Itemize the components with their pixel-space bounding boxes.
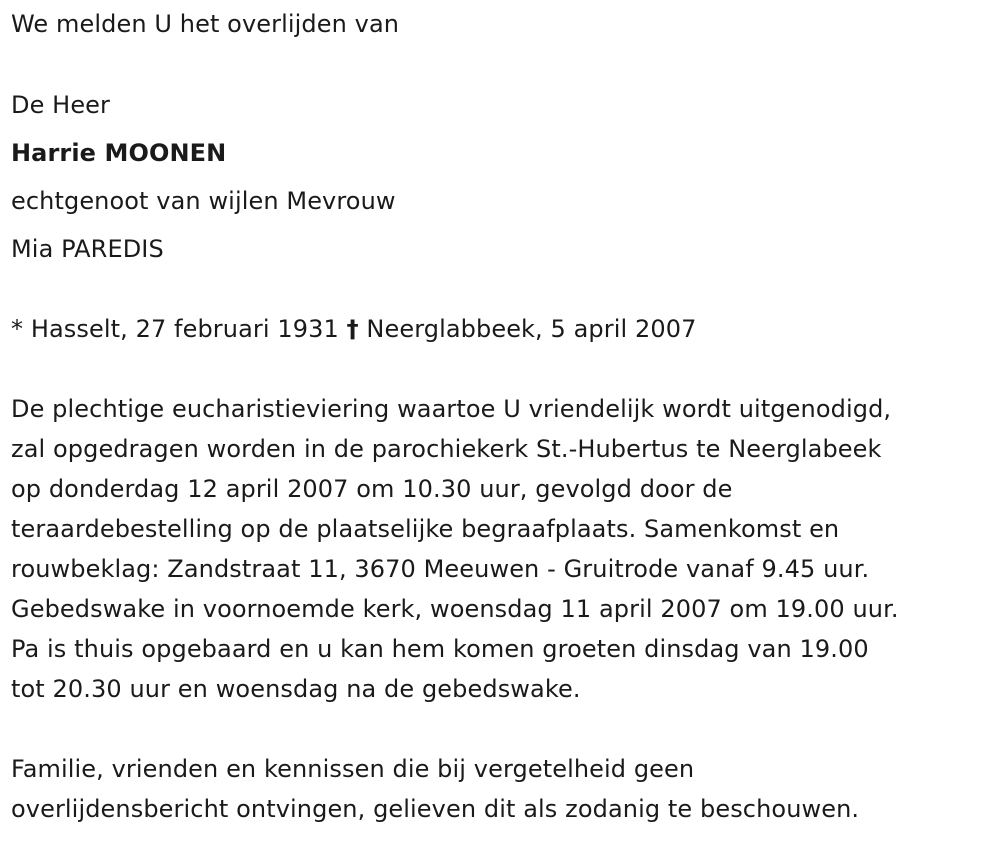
ceremony-line: tot 20.30 uur en woensdag na de gebedswake. <box>11 675 581 703</box>
spouse-relation: echtgenoot van wijlen Mevrouw <box>11 187 396 215</box>
ceremony-line: teraardebestelling op de plaatselijke begraafplaats. Samenkomst en <box>11 515 840 543</box>
deceased-name: Harrie MOONEN <box>11 139 227 167</box>
ceremony-line: rouwbeklag: Zandstraat 11, 3670 Meeuwen - Gruitrode vanaf 9.45 uur. <box>11 555 870 583</box>
life-dates <box>11 314 696 344</box>
intro-text: We melden U het overlijden van <box>11 10 400 38</box>
ceremony-line: zal opgedragen worden in de parochiekerk St.-Hubertus te Neerglabeek <box>11 435 882 463</box>
honorific: De Heer <box>11 91 111 119</box>
birth-info: * Hasselt, 27 februari 1931 <box>11 315 339 343</box>
closing-line: overlijdensbericht ontvingen, gelieven dit als zodanig te beschouwen. <box>11 795 860 823</box>
spouse-name: Mia PAREDIS <box>11 235 164 263</box>
cross-icon: † <box>346 315 359 343</box>
closing-line: Familie, vrienden en kennissen die bij vergetelheid geen <box>11 755 695 783</box>
ceremony-line: op donderdag 12 april 2007 om 10.30 uur, gevolgd door de <box>11 475 733 503</box>
death-info: Neerglabbeek, 5 april 2007 <box>366 315 697 343</box>
ceremony-line: Pa is thuis opgebaard en u kan hem komen groeten dinsdag van 19.00 <box>11 635 869 663</box>
ceremony-line: Gebedswake in voornoemde kerk, woensdag 11 april 2007 om 19.00 uur. <box>11 595 899 623</box>
ceremony-line: De plechtige eucharistieviering waartoe U vriendelijk wordt uitgenodigd, <box>11 395 892 423</box>
